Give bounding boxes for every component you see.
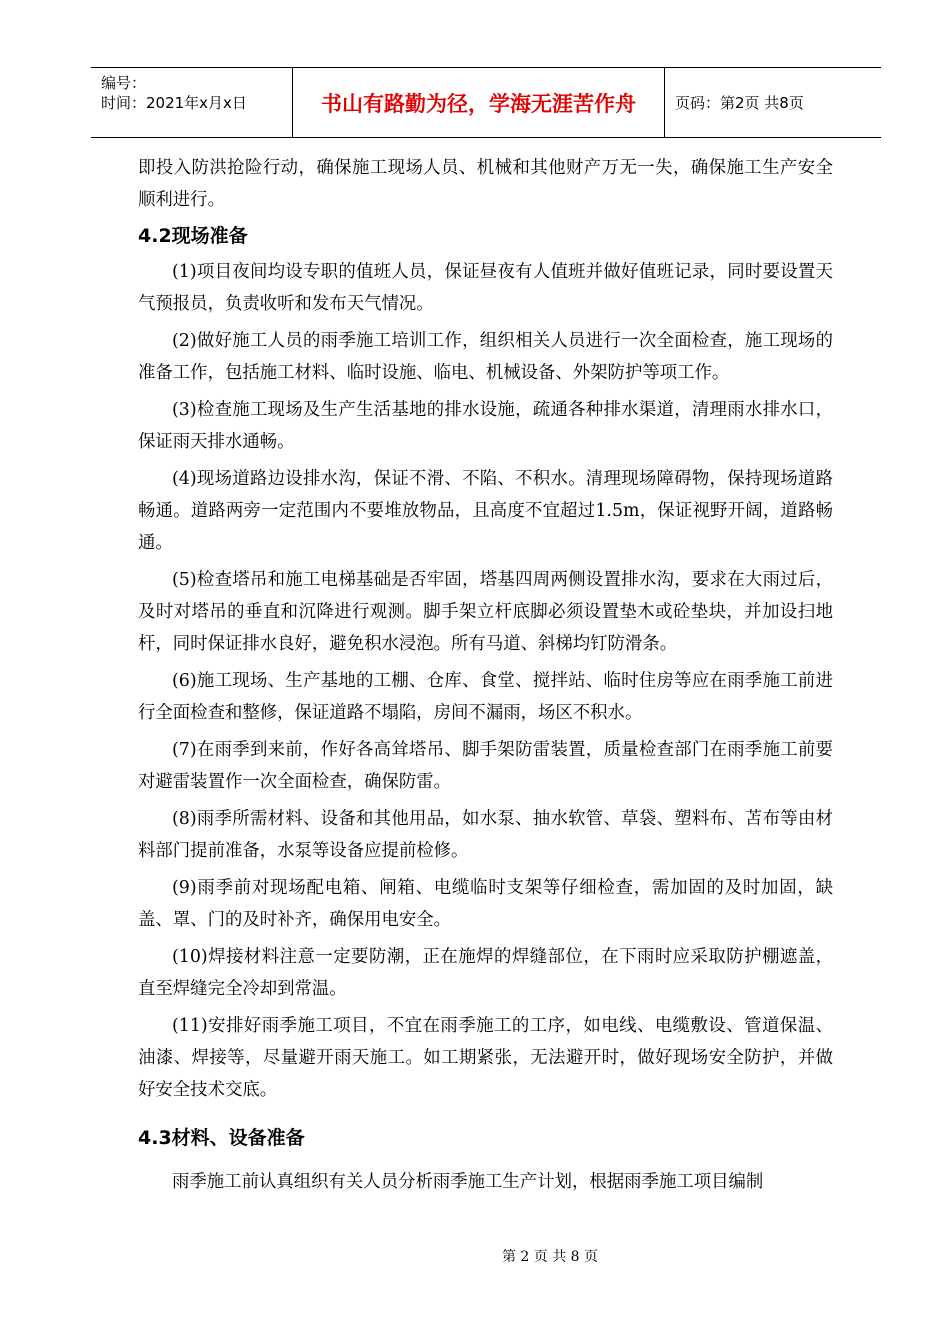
- document-header: [91, 67, 881, 138]
- list-item: (3)检查施工现场及生产生活基地的排水设施，疏通各种排水渠道，清理雨水排水口，保证雨天排水通畅。: [138, 400, 833, 452]
- section-4-3-paragraph: 雨季施工前认真组织有关人员分析雨季施工生产计划，根据雨季施工项目编制: [172, 1172, 764, 1192]
- list-item: (2)做好施工人员的雨季施工培训工作，组织相关人员进行一次全面检查，施工现场的准备工作，包括施工材料、临时设施、临电、机械设备、外架防护等项工作。: [138, 331, 833, 383]
- section-4-2-title: 4.2现场准备: [138, 225, 248, 247]
- header-page-label: 页码：第2页 共8页: [675, 94, 804, 112]
- list-item: (1)项目夜间均设专职的值班人员，保证昼夜有人值班并做好值班记录，同时要设置天气预报员，负责收听和发布天气情况。: [138, 262, 833, 314]
- section-4-3-title: 4.3材料、设备准备: [138, 1127, 305, 1149]
- header-motto: 书山有路勤为径，学海无涯苦作舟: [293, 68, 665, 137]
- list-item: (5)检查塔吊和施工电梯基础是否牢固，塔基四周两侧设置排水沟，要求在大雨过后，及时对塔吊的垂直和沉降进行观测。脚手架立杆底脚必须设置垫木或砼垫块，并加设扫地杆，同时保证排水良好，避免积水浸泡。所有马道、斜梯均钉防滑条。: [138, 570, 833, 654]
- doc-number-label: 编号：: [101, 74, 147, 92]
- list-item: (7)在雨季到来前，作好各高耸塔吊、脚手架防雷装置，质量检查部门在雨季施工前要对避雷装置作一次全面检查，确保防雷。: [138, 740, 833, 792]
- list-item: (6)施工现场、生产基地的工棚、仓库、食堂、搅拌站、临时住房等应在雨季施工前进行全面检查和整修，保证道路不塌陷，房间不漏雨，场区不积水。: [138, 671, 833, 723]
- list-item: (11)安排好雨季施工项目，不宜在雨季施工的工序，如电线、电缆敷设、管道保温、油漆、焊接等，尽量避开雨天施工。如工期紧张，无法避开时，做好现场安全防护，并做好安全技术交底。: [138, 1016, 833, 1100]
- list-item: (4)现场道路边设排水沟，保证不滑、不陷、不积水。清理现场障碍物，保持现场道路畅通。道路两旁一定范围内不要堆放物品，且高度不宜超过1.5m，保证视野开阔，道路畅通。: [138, 469, 833, 553]
- list-item: (8)雨季所需材料、设备和其他用品，如水泵、抽水软管、草袋、塑料布、苫布等由材料部门提前准备，水泵等设备应提前检修。: [138, 809, 833, 861]
- document-body: [138, 152, 833, 1198]
- intro-paragraph: 即投入防洪抢险行动，确保施工现场人员、机械和其他财产万无一失，确保施工生产安全顺利进行。: [138, 158, 833, 210]
- list-item: (10)焊接材料注意一定要防潮，正在施焊的焊缝部位，在下雨时应采取防护棚遮盖，直至焊缝完全冷却到常温。: [138, 947, 833, 999]
- list-item: (9)雨季前对现场配电箱、闸箱、电缆临时支架等仔细检查，需加固的及时加固，缺盖、罩、门的及时补齐，确保用电安全。: [138, 878, 833, 930]
- time-label: 时间：2021年x月x日: [101, 94, 247, 112]
- header-meta-cell: [91, 68, 293, 137]
- page-footer: 第 2 页 共 8 页: [501, 1249, 599, 1265]
